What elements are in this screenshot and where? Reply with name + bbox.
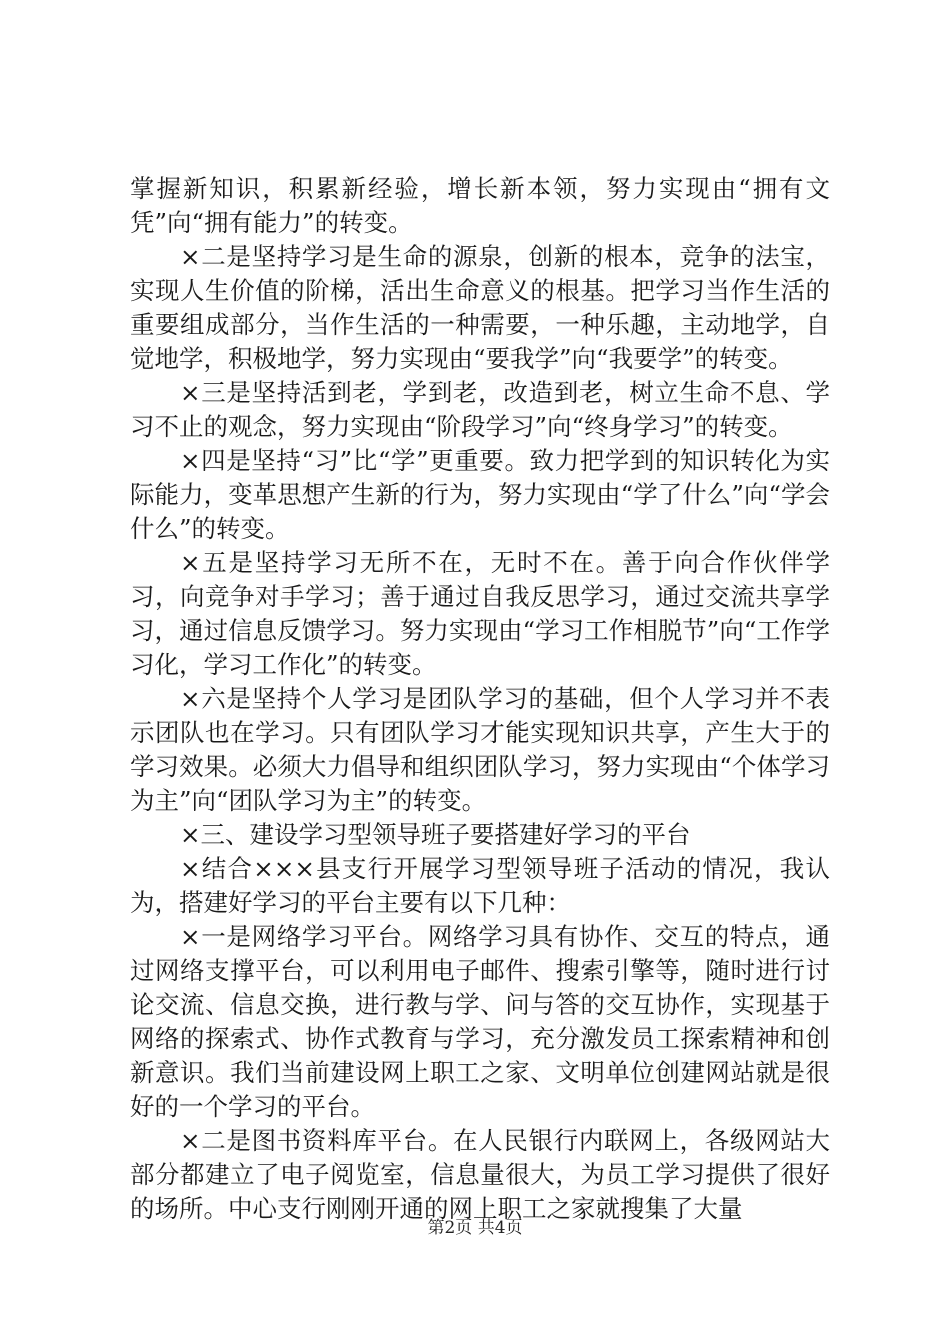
section-heading-three: ×三、建设学习型领导班子要搭建好学习的平台	[180, 820, 691, 849]
paragraph-intro-platforms: ×结合×××县支行开展学习型领导班子活动的情况，我认为，搭建好学习的平台主要有以下几种：	[130, 854, 830, 917]
paragraph-point-two: ×二是坚持学习是生命的源泉，创新的根本，竞争的法宝，实现人生价值的阶梯，活出生命意义的根基。把学习当作生活的重要组成部分，当作生活的一种需要，一种乐趣，主动地学，自觉地学，积极地学，努力实现由“要我学”向“我要学”的转变。	[130, 242, 830, 373]
document-body	[130, 172, 830, 1226]
page-number-footer: 第2页 共4页	[427, 1218, 523, 1238]
paragraph-point-six: ×六是坚持个人学习是团队学习的基础，但个人学习并不表示团队也在学习。只有团队学习才能实现知识共享，产生大于的学习效果。必须大力倡导和组织团队学习，努力实现由“个体学习为主”向“团队学习为主”的转变。	[130, 684, 830, 815]
paragraph-point-five: ×五是坚持学习无所不在，无时不在。善于向合作伙伴学习，向竞争对手学习；善于通过自我反思学习，通过交流共享学习，通过信息反馈学习。努力实现由“学习工作相脱节”向“工作学习化，学习工作化”的转变。	[130, 548, 830, 679]
paragraph-continuation: 掌握新知识，积累新经验，增长新本领，努力实现由“拥有文凭”向“拥有能力”的转变。	[130, 174, 830, 237]
paragraph-point-four: ×四是坚持“习”比“学”更重要。致力把学到的知识转化为实际能力，变革思想产生新的行为，努力实现由“学了什么”向“学会什么”的转变。	[130, 446, 830, 543]
paragraph-library-platform: ×二是图书资料库平台。在人民银行内联网上，各级网站大部分都建立了电子阅览室，信息量很大，为员工学习提供了很好的场所。中心支行刚刚开通的网上职工之家就搜集了大量	[130, 1126, 830, 1223]
paragraph-point-three: ×三是坚持活到老，学到老，改造到老，树立生命不息、学习不止的观念，努力实现由“阶段学习”向“终身学习”的转变。	[130, 378, 830, 441]
paragraph-network-platform: ×一是网络学习平台。网络学习具有协作、交互的特点，通过网络支撑平台，可以利用电子邮件、搜索引擎等，随时进行讨论交流、信息交换，进行教与学、问与答的交互协作，实现基于网络的探索式、协作式教育与学习，充分激发员工探索精神和创新意识。我们当前建设网上职工之家、文明单位创建网站就是很好的一个学习的平台。	[130, 922, 830, 1121]
